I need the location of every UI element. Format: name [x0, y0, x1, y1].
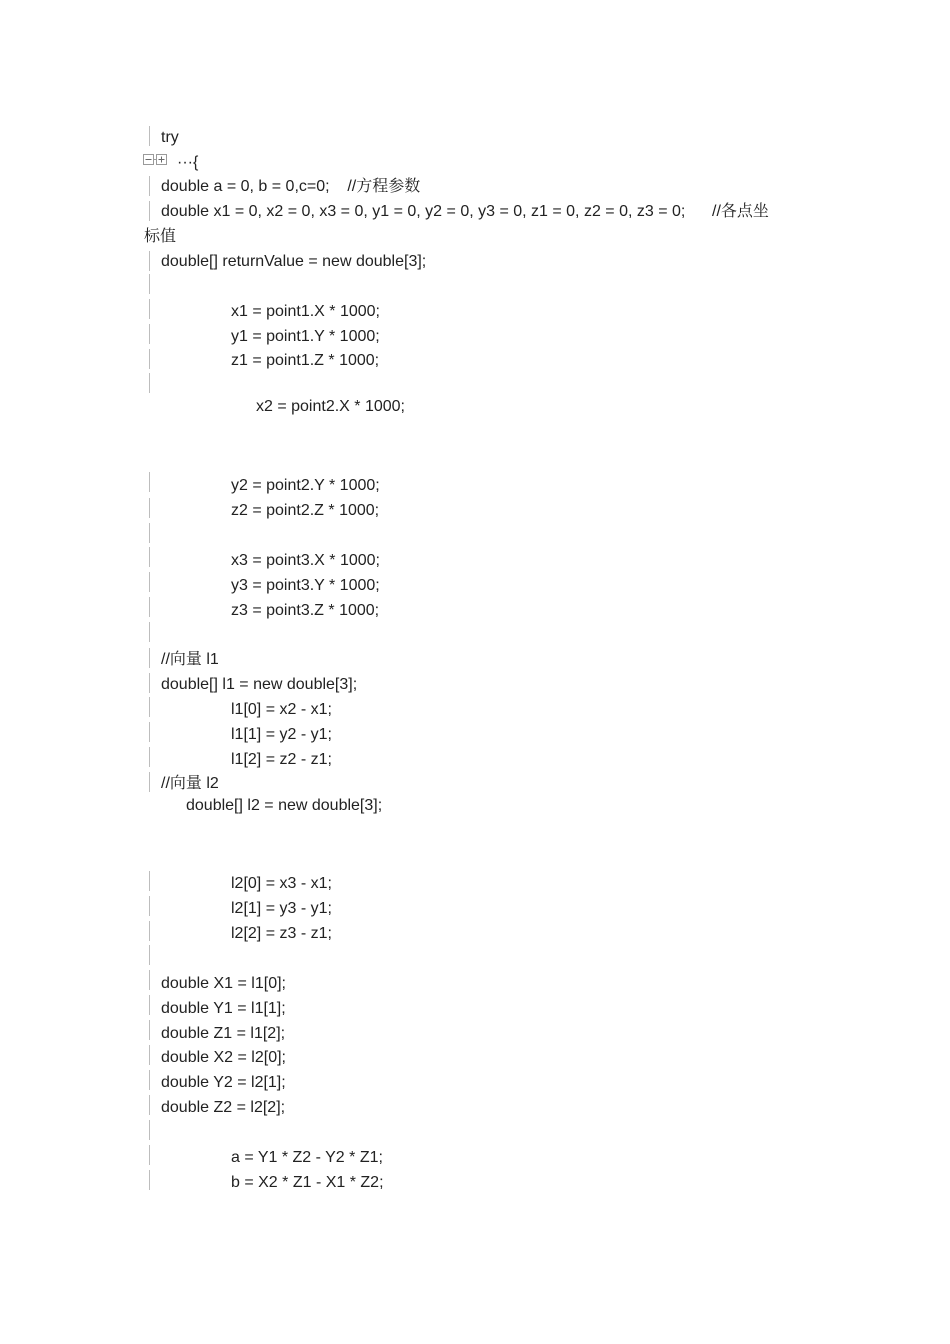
- code-line: z1 = point1.Z * 1000;: [231, 352, 380, 369]
- gutter-bar: [149, 523, 150, 543]
- code-line: l2[0] = x3 - x1;: [231, 875, 332, 892]
- code-line: y1 = point1.Y * 1000;: [231, 328, 380, 345]
- code-line: x2 = point2.X * 1000;: [256, 398, 405, 415]
- code-line: double Y1 = l1[1];: [161, 1000, 286, 1017]
- code-line: a = Y1 * Z2 - Y2 * Z1;: [231, 1149, 383, 1166]
- collapse-icon[interactable]: [143, 153, 169, 167]
- gutter-bar: [149, 697, 150, 717]
- code-line: double Z1 = l1[2];: [161, 1025, 286, 1042]
- code-line: double a = 0, b = 0,c=0; //方程参数: [161, 178, 421, 195]
- gutter-bar: [149, 547, 150, 567]
- code-line: z2 = point2.Z * 1000;: [231, 502, 380, 519]
- code-line: b = X2 * Z1 - X1 * Z2;: [231, 1174, 384, 1191]
- gutter-bar: [149, 1045, 150, 1065]
- code-line: l2[2] = z3 - z1;: [231, 925, 332, 942]
- code-line: x3 = point3.X * 1000;: [231, 552, 380, 569]
- code-line: double[] returnValue = new double[3];: [161, 253, 427, 270]
- code-line: double[] l2 = new double[3];: [186, 797, 383, 814]
- code-line: double[] l1 = new double[3];: [161, 676, 358, 693]
- gutter-bar: [149, 1120, 150, 1140]
- gutter-bar: [149, 597, 150, 617]
- gutter-bar: [149, 772, 150, 792]
- gutter-bar: [149, 373, 150, 393]
- code-line: double x1 = 0, x2 = 0, x3 = 0, y1 = 0, y2 = 0, y3 = 0, z1 = 0, z2 = 0, z3 = 0; //各点坐: [161, 203, 769, 220]
- gutter-bar: [149, 995, 150, 1015]
- code-line: double Z2 = l2[2];: [161, 1099, 286, 1116]
- gutter-bar: [149, 572, 150, 592]
- gutter-bar: [149, 673, 150, 693]
- gutter-bar: [149, 251, 150, 271]
- gutter-bar: [149, 622, 150, 642]
- code-line: y3 = point3.Y * 1000;: [231, 577, 380, 594]
- code-line-wrap: 标值: [144, 228, 177, 245]
- gutter-bar: [149, 1020, 150, 1040]
- gutter-bar: [149, 722, 150, 742]
- gutter-bar: [149, 1145, 150, 1165]
- code-line: y2 = point2.Y * 1000;: [231, 477, 380, 494]
- gutter-bar: [149, 1095, 150, 1115]
- code-line-fold[interactable]: ···{: [177, 154, 199, 171]
- code-line: z3 = point3.Z * 1000;: [231, 602, 380, 619]
- gutter-bar: [149, 871, 150, 891]
- gutter-bar: [149, 274, 150, 294]
- code-line: double X1 = l1[0];: [161, 975, 286, 992]
- gutter-bar: [149, 201, 150, 221]
- gutter-bar: [149, 970, 150, 990]
- gutter-bar: [149, 648, 150, 668]
- gutter-bar: [149, 126, 150, 146]
- code-line: l1[2] = z2 - z1;: [231, 751, 332, 768]
- code-line: double X2 = l2[0];: [161, 1049, 286, 1066]
- gutter-bar: [149, 299, 150, 319]
- gutter-bar: [149, 472, 150, 492]
- code-line: double Y2 = l2[1];: [161, 1074, 286, 1091]
- gutter-bar: [149, 747, 150, 767]
- gutter-bar: [149, 498, 150, 518]
- code-line: x1 = point1.X * 1000;: [231, 303, 380, 320]
- gutter-bar: [149, 324, 150, 344]
- gutter-bar: [149, 1070, 150, 1090]
- gutter-bar: [149, 349, 150, 369]
- code-line: l2[1] = y3 - y1;: [231, 900, 332, 917]
- gutter-bar: [149, 1170, 150, 1190]
- gutter-bar: [149, 896, 150, 916]
- gutter-bar: [149, 176, 150, 196]
- gutter-bar: [149, 945, 150, 965]
- code-line: l1[0] = x2 - x1;: [231, 701, 332, 718]
- code-comment: //向量 l1: [161, 651, 219, 668]
- code-comment: //向量 l2: [161, 775, 219, 792]
- gutter-bar: [149, 921, 150, 941]
- code-line: l1[1] = y2 - y1;: [231, 726, 332, 743]
- code-line: try: [161, 129, 179, 146]
